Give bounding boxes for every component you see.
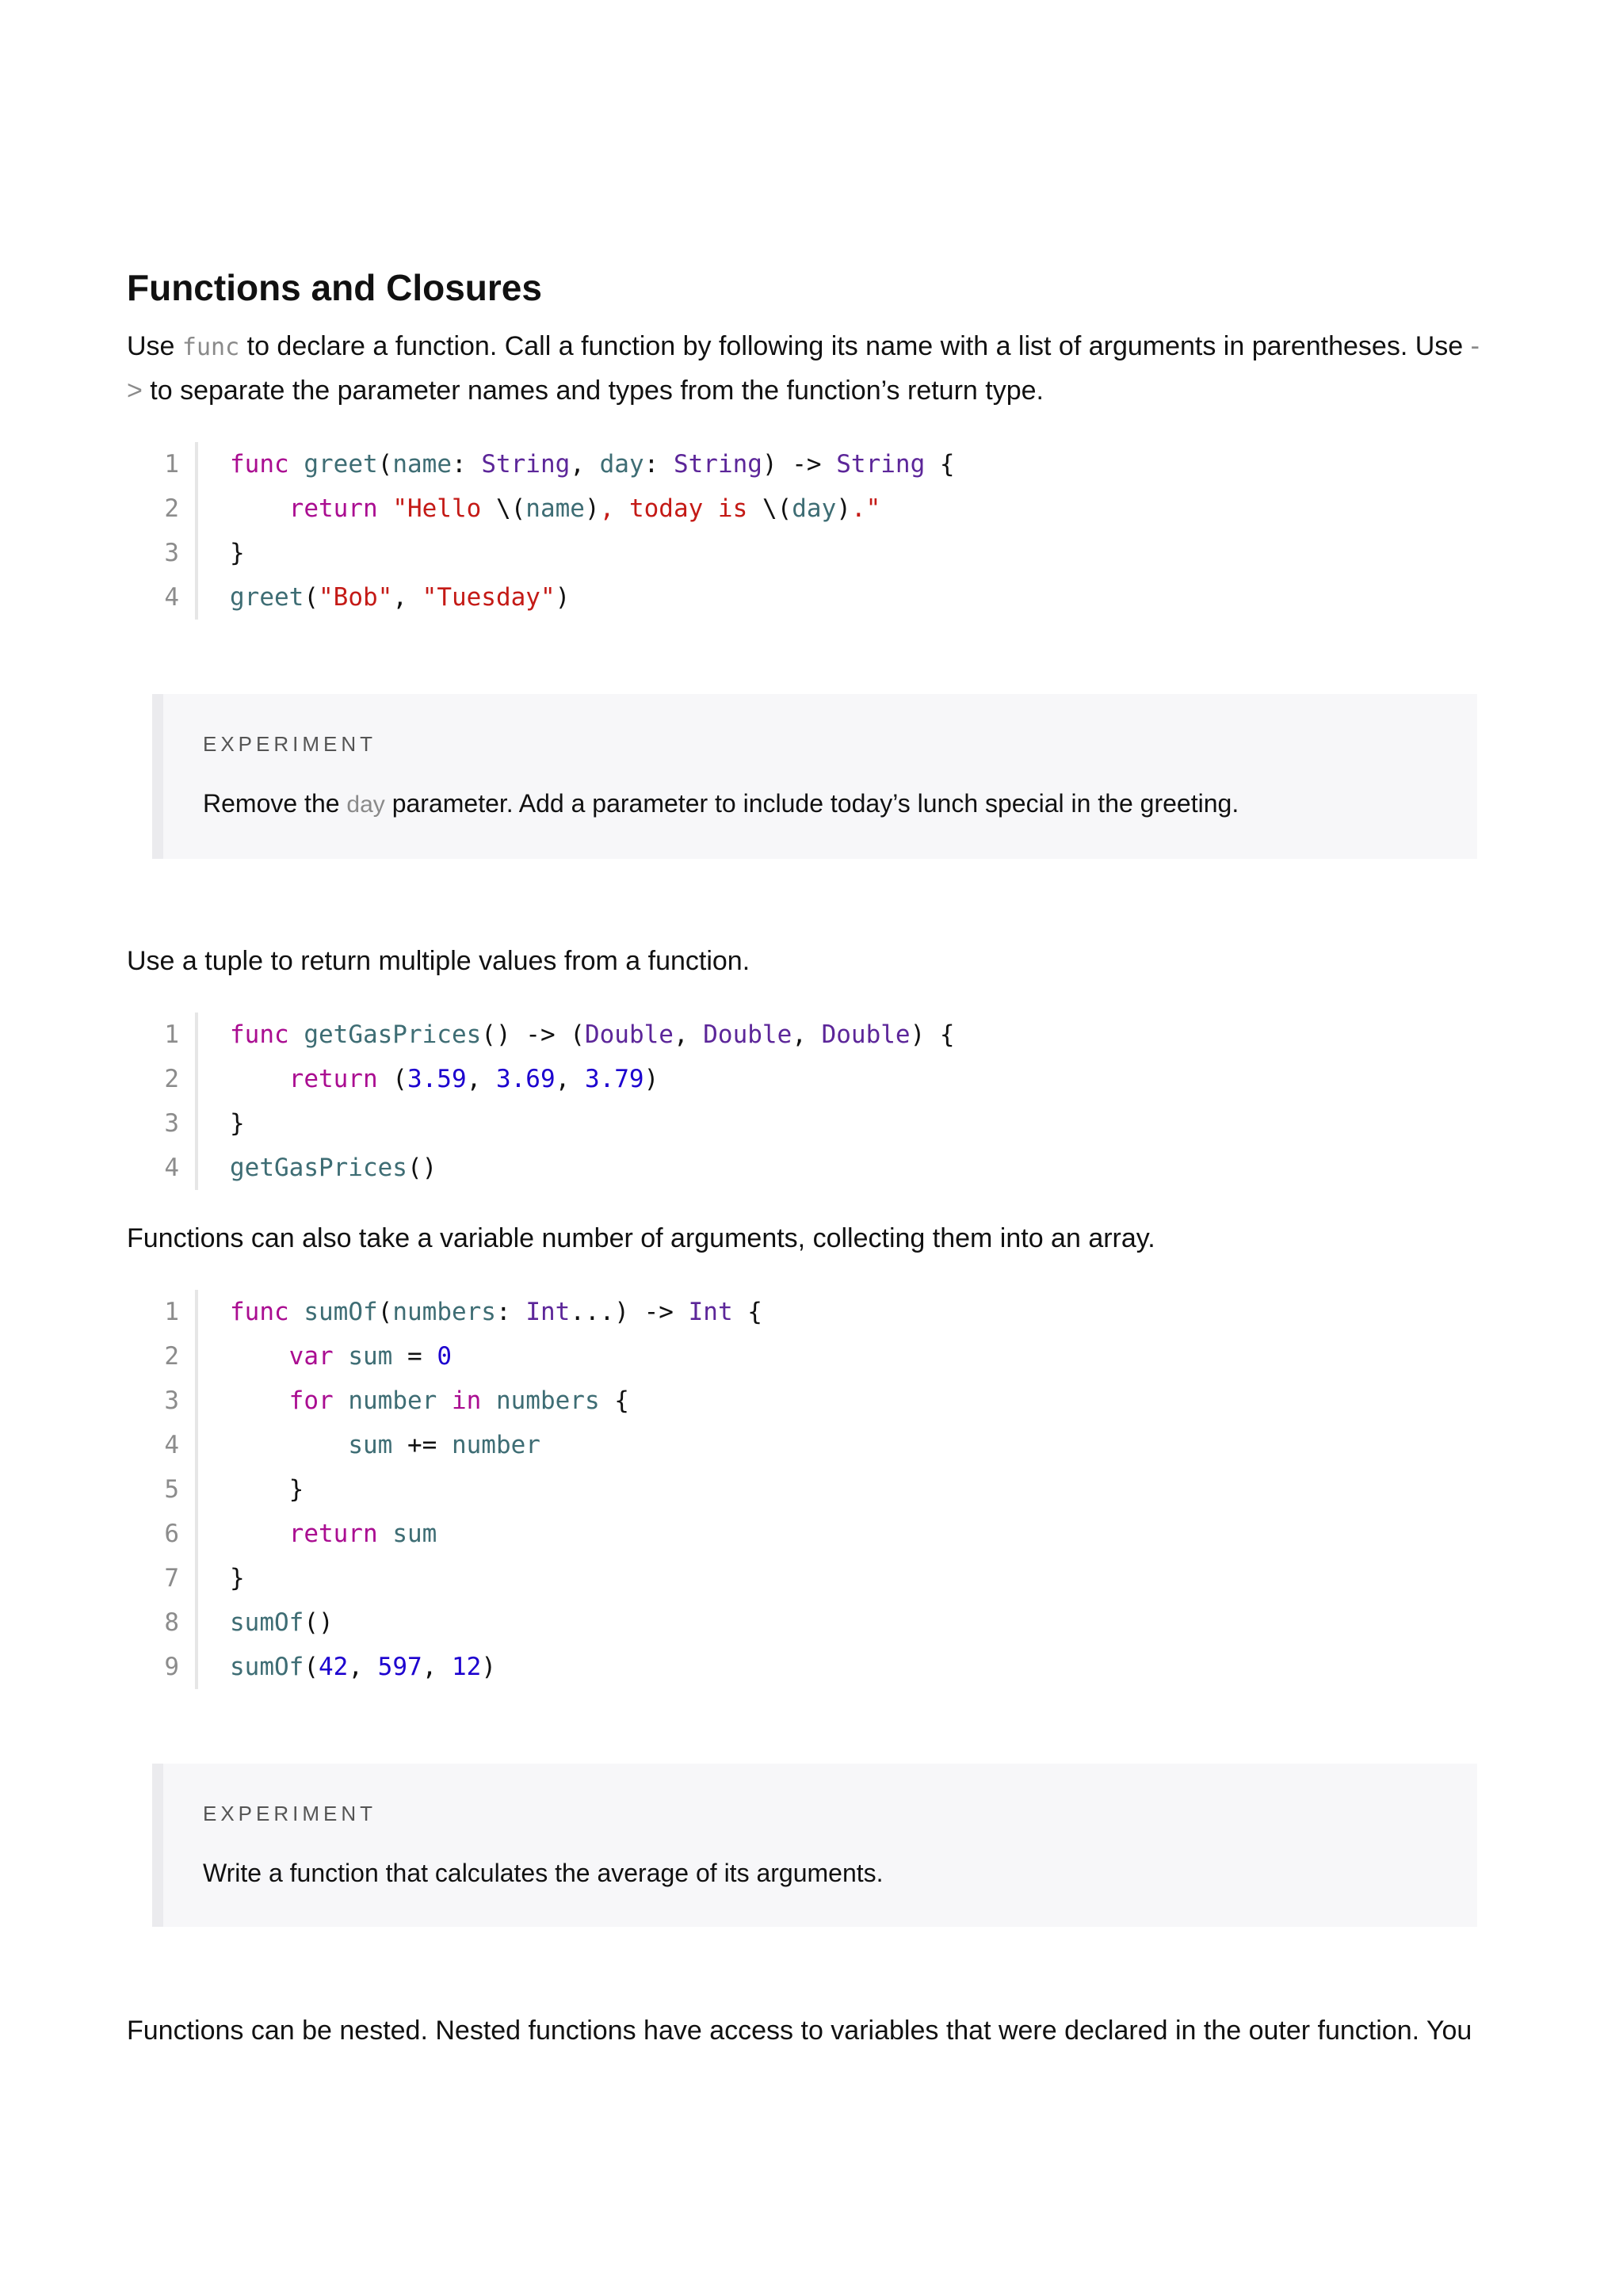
document-page xyxy=(127,261,1490,2052)
punct: , xyxy=(570,450,600,479)
number-literal: 3.59 xyxy=(407,1065,467,1093)
punct: ( xyxy=(377,1298,393,1326)
punct: () xyxy=(407,1154,437,1182)
line-number: 2 xyxy=(164,1342,179,1371)
punct: ) xyxy=(584,494,600,523)
keyword: return xyxy=(288,1520,378,1548)
punct: , xyxy=(422,1653,452,1681)
line-number: 4 xyxy=(164,1431,179,1459)
string-literal: "Bob" xyxy=(319,583,393,612)
punct: ( xyxy=(304,1653,319,1681)
punct: ) -> xyxy=(762,450,837,479)
experiment-note xyxy=(152,1764,1477,1927)
experiment-note xyxy=(152,694,1477,859)
code-line xyxy=(230,1512,762,1556)
function-call: sumOf xyxy=(230,1608,304,1637)
line-number: 3 xyxy=(164,1386,179,1415)
identifier: numbers xyxy=(495,1386,600,1415)
code-line xyxy=(230,1013,955,1057)
experiment-title: EXPERIMENT xyxy=(203,1802,377,1825)
punct: , xyxy=(673,1020,704,1049)
code-line xyxy=(230,1146,955,1190)
type-name: Int xyxy=(525,1298,571,1326)
code-lines xyxy=(198,1013,955,1190)
punct: ...) -> xyxy=(570,1298,689,1326)
punct: : xyxy=(451,450,482,479)
punct: } xyxy=(230,1109,245,1138)
punct: } xyxy=(288,1475,304,1504)
keyword: return xyxy=(288,1065,378,1093)
punct: ( xyxy=(304,583,319,612)
punct: : xyxy=(643,450,674,479)
tuple-paragraph: Use a tuple to return multiple values from a function. xyxy=(127,946,750,976)
string-literal: "Hello xyxy=(392,494,496,523)
line-number: 8 xyxy=(164,1608,179,1637)
intro-text-2: to declare a function. Call a function by following its name with a list of arguments in parentheses. Use xyxy=(239,331,1471,361)
punct: += xyxy=(392,1431,452,1459)
punct: = xyxy=(392,1342,437,1371)
type-name: String xyxy=(673,450,762,479)
code-line xyxy=(230,1556,762,1600)
type-name: Double xyxy=(703,1020,792,1049)
punct: , xyxy=(792,1020,822,1049)
code-block-greet xyxy=(127,442,1490,620)
identifier: sum xyxy=(348,1342,393,1371)
nested-paragraph: Functions can be nested. Nested functions have access to variables that were declared in the outer function. You xyxy=(127,2016,1472,2046)
punct: } xyxy=(230,1564,245,1592)
punct: ( xyxy=(377,450,393,479)
keyword: in xyxy=(451,1386,482,1415)
code-line xyxy=(230,1600,762,1645)
punct: \( xyxy=(762,494,792,523)
line-number: 2 xyxy=(164,1065,179,1093)
punct: , xyxy=(392,583,422,612)
number-literal: 0 xyxy=(437,1342,452,1371)
code-line xyxy=(230,442,955,486)
number-literal: 42 xyxy=(319,1653,349,1681)
code-line xyxy=(230,1334,762,1379)
experiment-text-2: parameter. Add a parameter to include today’s lunch special in the greeting. xyxy=(384,789,1239,818)
line-number: 1 xyxy=(164,1020,179,1049)
identifier: number xyxy=(348,1386,437,1415)
identifier: name xyxy=(525,494,585,523)
inline-code-arrow: -> xyxy=(127,331,1480,406)
experiment-title: EXPERIMENT xyxy=(203,732,377,756)
punct: { xyxy=(925,450,955,479)
function-name: sumOf xyxy=(304,1298,378,1326)
code-line xyxy=(230,1423,762,1467)
punct: } xyxy=(230,539,245,567)
inline-code-func: func xyxy=(181,334,240,361)
experiment-text-1: Remove the xyxy=(203,789,347,818)
punct: () -> ( xyxy=(481,1020,585,1049)
line-number: 6 xyxy=(164,1520,179,1548)
code-lines xyxy=(198,1290,762,1689)
identifier: sum xyxy=(392,1520,437,1548)
param-name: day xyxy=(599,450,644,479)
code-line xyxy=(230,1290,762,1334)
keyword: func xyxy=(230,450,289,479)
string-literal: ." xyxy=(850,494,881,523)
intro-paragraph xyxy=(127,325,1490,412)
code-line xyxy=(230,1057,955,1101)
number-literal: 3.79 xyxy=(584,1065,644,1093)
number-literal: 597 xyxy=(377,1653,422,1681)
keyword: for xyxy=(288,1386,334,1415)
section-heading: Functions and Closures xyxy=(127,267,542,308)
line-number: 1 xyxy=(164,450,179,479)
punct: ) xyxy=(643,1065,659,1093)
line-number-gutter xyxy=(127,1290,198,1689)
line-number: 3 xyxy=(164,539,179,567)
line-number: 9 xyxy=(164,1653,179,1681)
line-number-gutter xyxy=(127,1013,198,1190)
code-line xyxy=(230,1101,955,1146)
line-number: 2 xyxy=(164,494,179,523)
experiment-text: Write a function that calculates the average of its arguments. xyxy=(203,1859,884,1887)
code-block-sum-of xyxy=(127,1290,1490,1689)
param-name: numbers xyxy=(392,1298,496,1326)
variadic-paragraph: Functions can also take a variable number of arguments, collecting them into an array. xyxy=(127,1223,1155,1253)
string-literal: , today is xyxy=(599,494,762,523)
keyword: var xyxy=(288,1342,334,1371)
type-name: Double xyxy=(584,1020,674,1049)
identifier: day xyxy=(792,494,837,523)
number-literal: 12 xyxy=(451,1653,482,1681)
keyword: func xyxy=(230,1020,289,1049)
type-name: String xyxy=(836,450,926,479)
line-number: 1 xyxy=(164,1298,179,1326)
code-line xyxy=(230,1379,762,1423)
punct: ) { xyxy=(910,1020,955,1049)
line-number: 7 xyxy=(164,1564,179,1592)
keyword: func xyxy=(230,1298,289,1326)
function-name: getGasPrices xyxy=(304,1020,482,1049)
identifier: sum xyxy=(348,1431,393,1459)
punct: ) xyxy=(481,1653,496,1681)
punct: , xyxy=(555,1065,585,1093)
punct: ) xyxy=(836,494,851,523)
punct: { xyxy=(732,1298,762,1326)
punct: \( xyxy=(495,494,526,523)
punct: () xyxy=(304,1608,334,1637)
code-lines xyxy=(198,442,955,620)
string-literal: "Tuesday" xyxy=(422,583,556,612)
intro-text-3: to separate the parameter names and types from the function’s return type. xyxy=(142,376,1044,406)
punct: { xyxy=(599,1386,629,1415)
line-number: 4 xyxy=(164,1154,179,1182)
code-block-gas-prices xyxy=(127,1013,1490,1190)
punct: : xyxy=(495,1298,526,1326)
code-line xyxy=(230,575,955,620)
code-line xyxy=(230,1467,762,1512)
intro-text-1: Use xyxy=(127,331,182,361)
line-number-gutter xyxy=(127,442,198,620)
experiment-text xyxy=(203,786,1477,822)
code-line xyxy=(230,531,955,575)
punct: ( xyxy=(377,1065,407,1093)
code-line xyxy=(230,1645,762,1689)
number-literal: 3.69 xyxy=(495,1065,556,1093)
function-call: getGasPrices xyxy=(230,1154,407,1182)
param-name: name xyxy=(392,450,452,479)
punct: , xyxy=(466,1065,496,1093)
line-number: 4 xyxy=(164,583,179,612)
type-name: Double xyxy=(821,1020,911,1049)
line-number: 5 xyxy=(164,1475,179,1504)
identifier: number xyxy=(451,1431,540,1459)
keyword: return xyxy=(288,494,378,523)
code-line xyxy=(230,486,955,531)
type-name: String xyxy=(481,450,571,479)
punct: , xyxy=(348,1653,378,1681)
type-name: Int xyxy=(688,1298,733,1326)
function-name: greet xyxy=(304,450,378,479)
function-call: greet xyxy=(230,583,304,612)
line-number: 3 xyxy=(164,1109,179,1138)
inline-code-day: day xyxy=(346,791,385,818)
function-call: sumOf xyxy=(230,1653,304,1681)
punct: ) xyxy=(555,583,571,612)
